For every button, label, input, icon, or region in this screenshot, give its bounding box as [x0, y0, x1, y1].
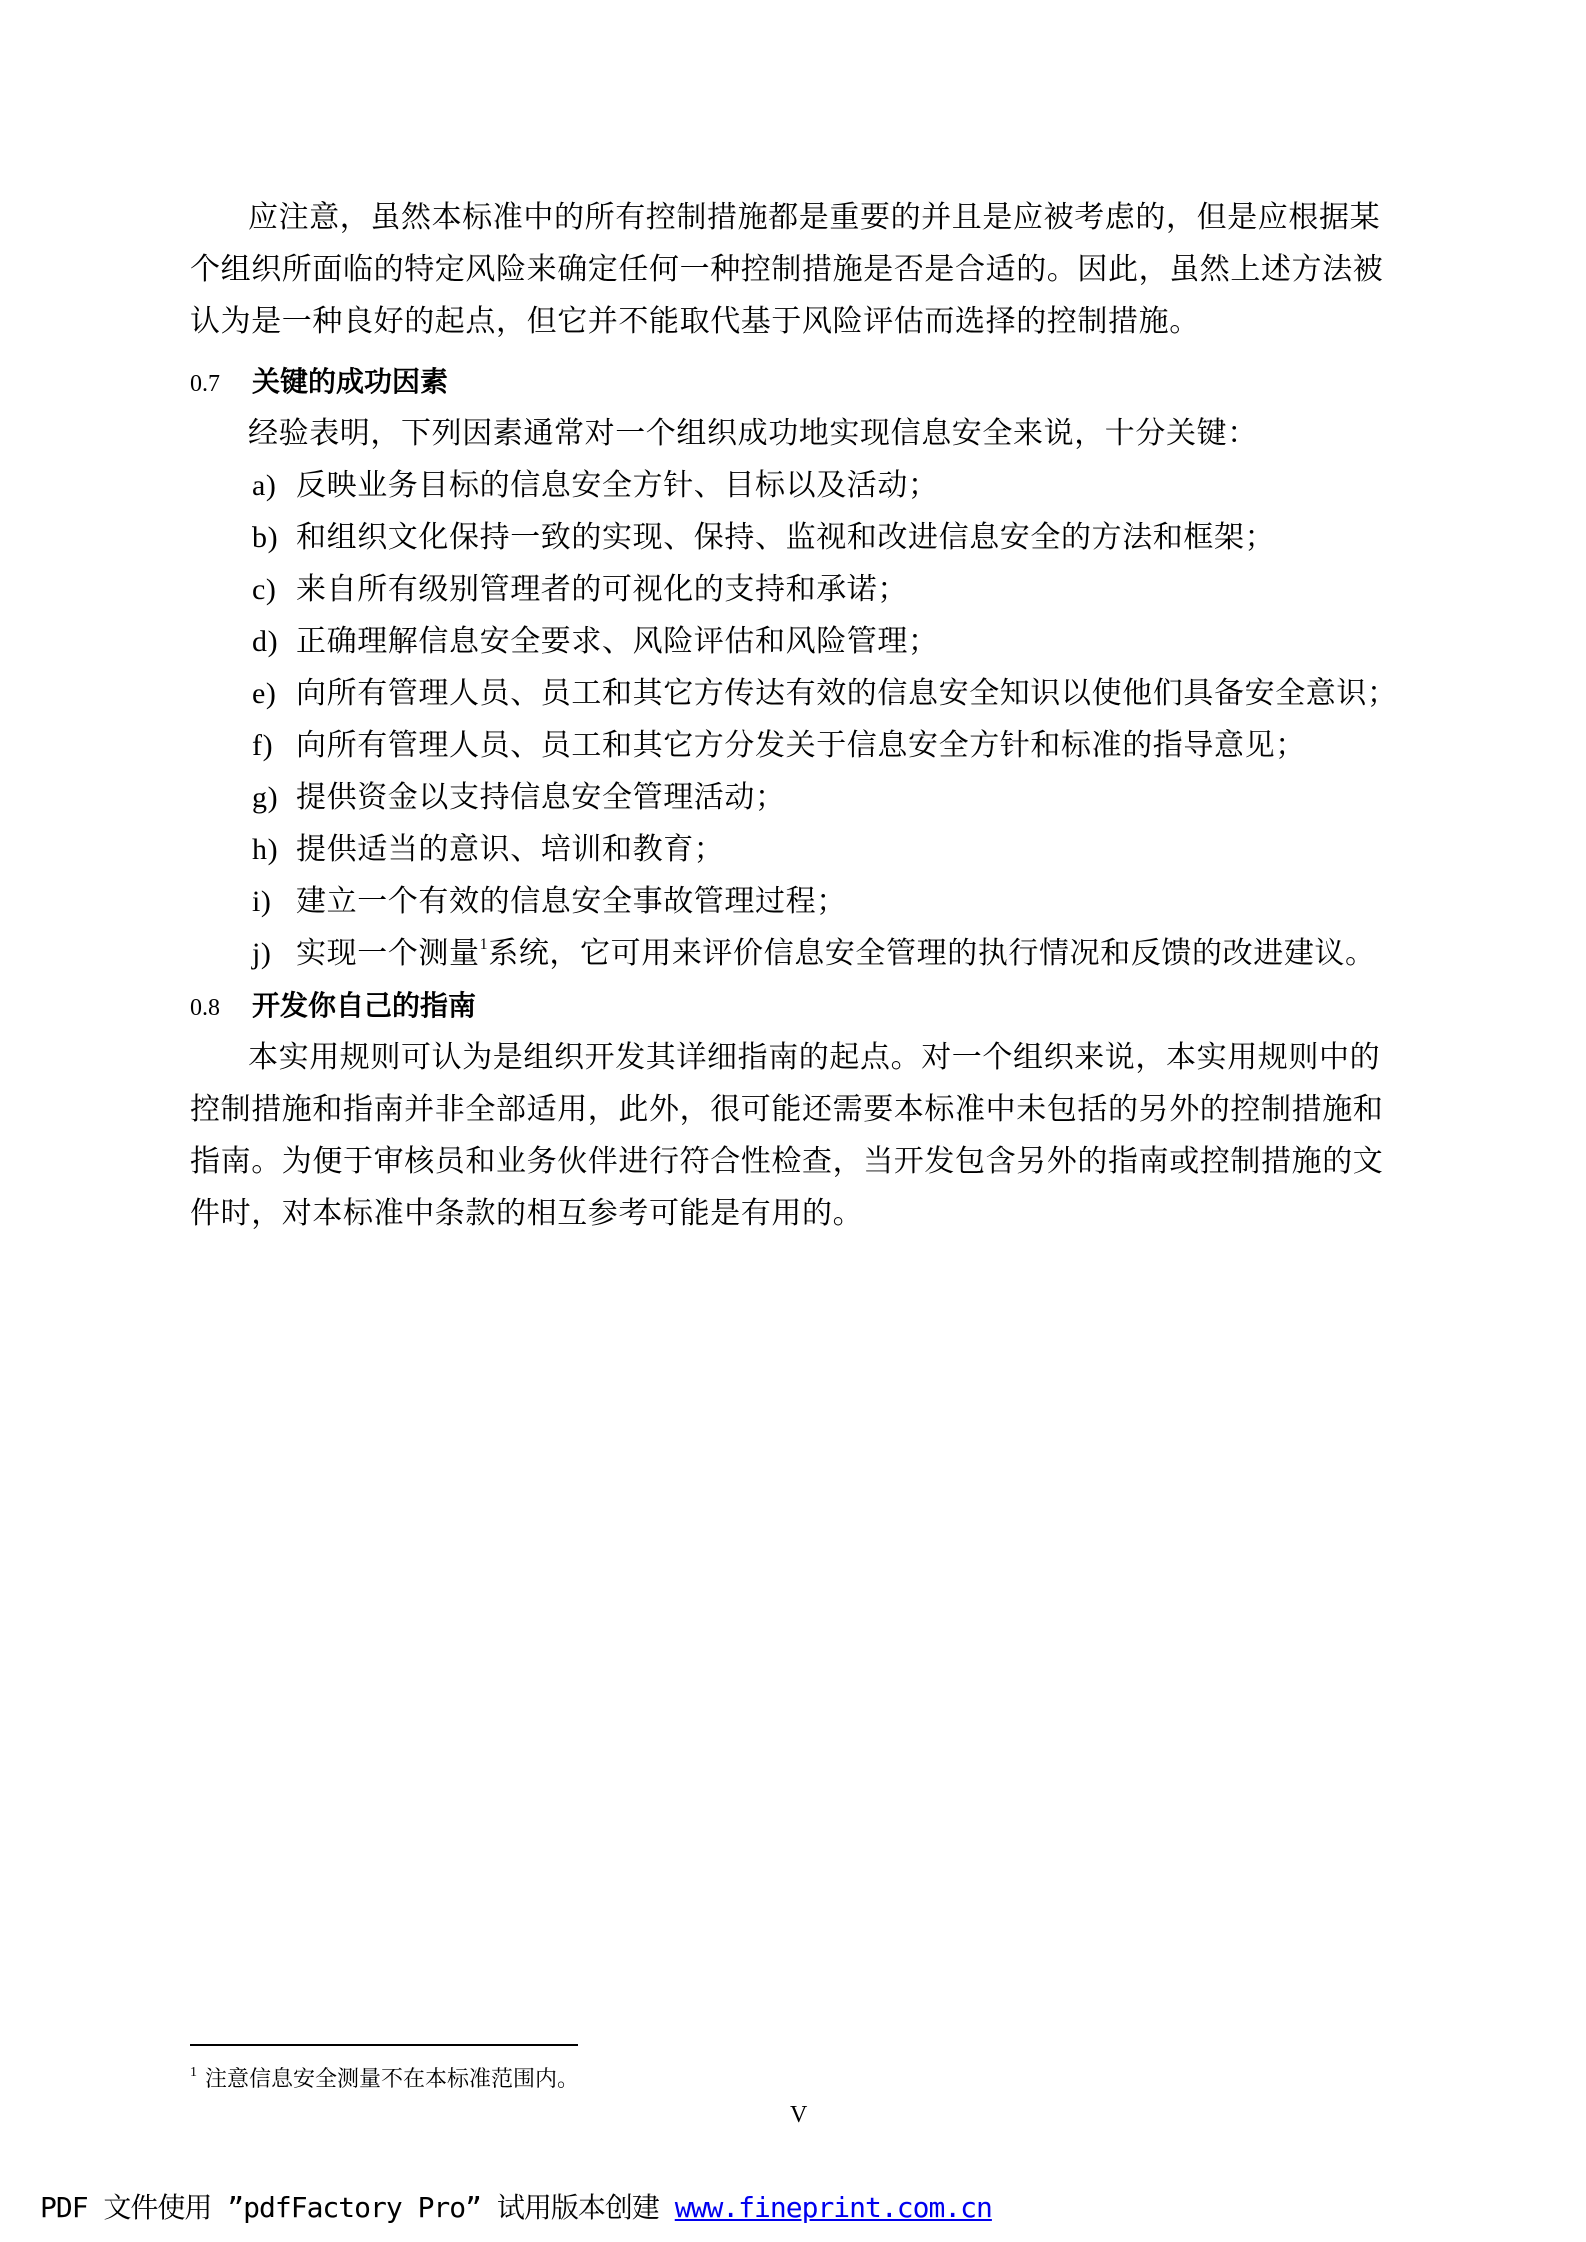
list-item-text: 向所有管理人员、员工和其它方传达有效的信息安全知识以使他们具备安全意识；	[296, 677, 1398, 710]
section-number: 0.7	[190, 371, 220, 397]
list-marker: e)	[252, 677, 277, 710]
section-0-7-intro: 经验表明，下列因素通常对一个组织成功地实现信息安全来说，十分关键：	[248, 417, 1258, 450]
list-marker: i)	[252, 885, 272, 918]
list-item-f	[252, 726, 1306, 766]
intro-paragraph-line-3: 认为是一种良好的起点，但它并不能取代基于风险评估而选择的控制措施。	[190, 305, 1200, 338]
watermark-text: PDF 文件使用 ”pdfFactory Pro” 试用版本创建	[40, 2191, 675, 2224]
list-item-h	[252, 830, 724, 870]
list-marker: f)	[252, 729, 274, 762]
intro-paragraph-line-2: 个组织所面临的特定风险来确定任何一种控制措施是否是合适的。因此，虽然上述方法被	[190, 253, 1384, 286]
footnote-reference[interactable]: 1	[479, 936, 489, 953]
list-item-a	[252, 466, 939, 506]
footnote-text: 注意信息安全测量不在本标准范围内。	[205, 2066, 580, 2091]
footnote-separator	[190, 2044, 578, 2046]
list-item-text: 来自所有级别管理者的可视化的支持和承诺；	[296, 573, 908, 606]
list-marker: c)	[252, 573, 277, 606]
section-0-8-line-4: 件时，对本标准中条款的相互参考可能是有用的。	[190, 1197, 864, 1230]
section-heading-0-7	[190, 362, 448, 404]
intro-paragraph-line-1: 应注意，虽然本标准中的所有控制措施都是重要的并且是应被考虑的，但是应根据某	[248, 201, 1381, 234]
section-0-8-line-2: 控制措施和指南并非全部适用，此外，很可能还需要本标准中未包括的另外的控制措施和	[190, 1093, 1384, 1126]
list-marker: h)	[252, 833, 279, 866]
watermark-link[interactable]: www.fineprint.com.cn	[674, 2191, 992, 2224]
section-title: 开发你自己的指南	[252, 989, 477, 1022]
list-item-text-before: 实现一个测量	[296, 937, 480, 970]
list-item-d	[252, 622, 939, 662]
list-item-c	[252, 570, 908, 610]
list-item-text: 向所有管理人员、员工和其它方分发关于信息安全方针和标准的指导意见；	[296, 729, 1306, 762]
section-title: 关键的成功因素	[252, 365, 449, 398]
list-item-text: 提供资金以支持信息安全管理活动；	[296, 781, 786, 814]
list-item-text: 反映业务目标的信息安全方针、目标以及活动；	[296, 469, 939, 502]
list-marker: g)	[252, 781, 279, 814]
list-item-text-after: 系统，它可用来评价信息安全管理的执行情况和反馈的改进建议。	[488, 937, 1376, 970]
pdf-watermark	[40, 2188, 992, 2228]
list-item-j	[252, 934, 1376, 974]
list-item-text: 正确理解信息安全要求、风险评估和风险管理；	[296, 625, 939, 658]
list-item-e	[252, 674, 1398, 714]
list-item-g	[252, 778, 786, 818]
list-marker: b)	[252, 521, 279, 554]
footnote	[190, 2064, 579, 2094]
page-number: V	[790, 2102, 808, 2128]
list-item-text: 和组织文化保持一致的实现、保持、监视和改进信息安全的方法和框架；	[296, 521, 1276, 554]
section-0-8-line-1: 本实用规则可认为是组织开发其详细指南的起点。对一个组织来说，本实用规则中的	[248, 1041, 1381, 1074]
list-marker: a)	[252, 469, 277, 502]
footnote-number: 1	[190, 2065, 197, 2080]
section-number: 0.8	[190, 995, 220, 1021]
list-marker: d)	[252, 625, 279, 658]
list-item-text: 提供适当的意识、培训和教育；	[296, 833, 725, 866]
list-item-b	[252, 518, 1275, 558]
section-0-8-line-3: 指南。为便于审核员和业务伙伴进行符合性检查，当开发包含另外的指南或控制措施的文	[190, 1145, 1384, 1178]
section-heading-0-8	[190, 986, 476, 1028]
list-marker: j)	[252, 937, 272, 970]
list-item-text: 建立一个有效的信息安全事故管理过程；	[296, 885, 847, 918]
list-item-i	[252, 882, 847, 922]
